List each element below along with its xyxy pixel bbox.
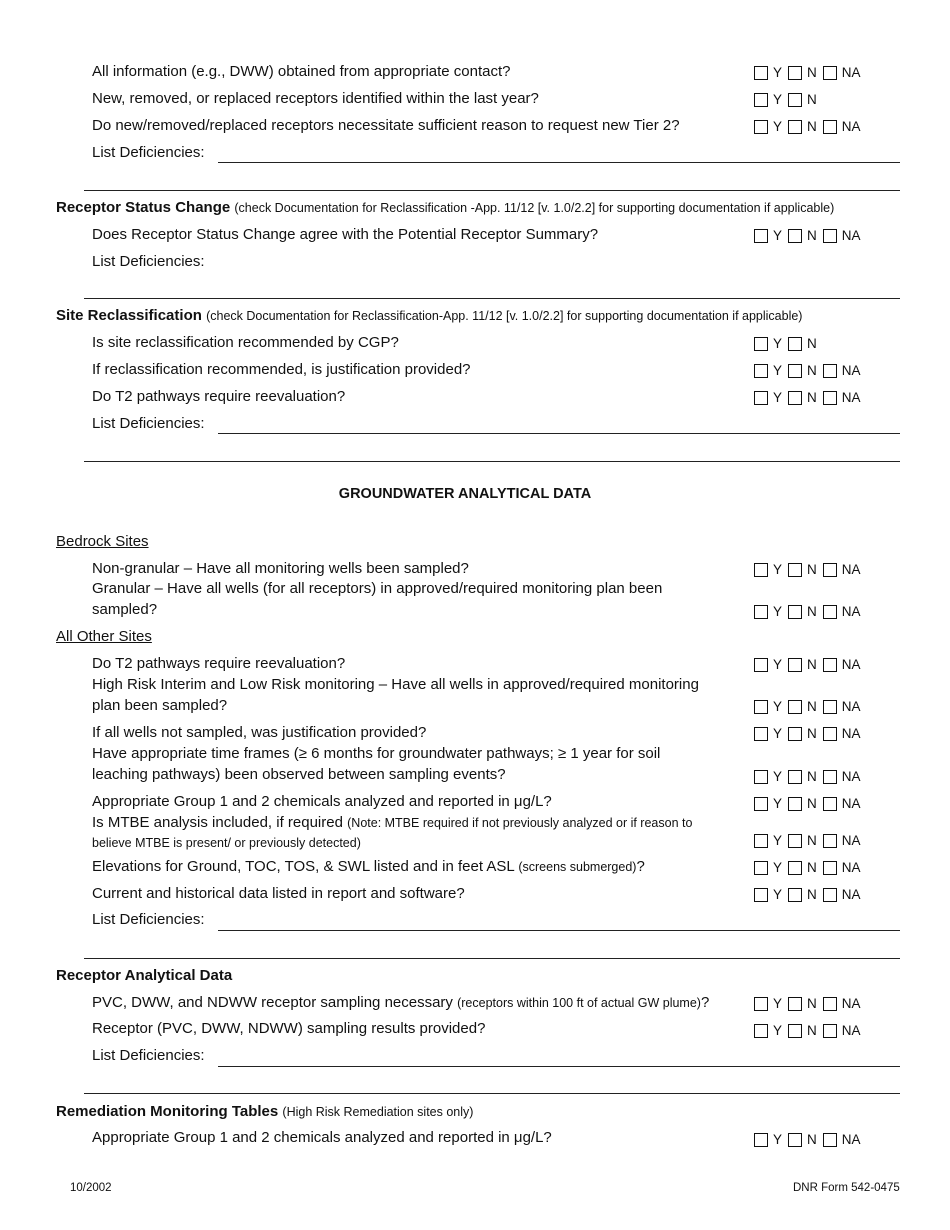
checkbox-group-reclass-recommended — [754, 336, 823, 352]
question-time-frames-line2: leaching pathways) been observed between sampling events? — [92, 766, 506, 783]
checkbox-y[interactable] — [754, 861, 768, 875]
checkbox-label: N — [807, 228, 817, 243]
question-granular-line1: Granular – Have all wells (for all receptors) in approved/required monitoring plan been — [92, 580, 663, 597]
checkbox-n[interactable] — [788, 997, 802, 1011]
question-mtbe-line1 — [92, 814, 692, 832]
section-divider — [84, 1093, 900, 1094]
question-historical-data: Current and historical data listed in report and software? — [92, 885, 465, 902]
checkbox-y[interactable] — [754, 997, 768, 1011]
checkbox-group-non-granular — [754, 562, 867, 578]
checkbox-na[interactable] — [823, 66, 837, 80]
checkbox-y[interactable] — [754, 797, 768, 811]
checkbox-label: Y — [773, 604, 783, 619]
section-divider — [84, 190, 900, 191]
checkbox-label: N — [807, 657, 817, 672]
list-deficiencies-label: List Deficiencies: — [92, 911, 205, 928]
question-receptor-sampling-text: PVC, DWW, and NDWW receptor sampling necessary — [92, 994, 453, 1011]
checkbox-na[interactable] — [823, 563, 837, 577]
checkbox-n[interactable] — [788, 337, 802, 351]
checkbox-label: N — [807, 1132, 817, 1147]
checkbox-label: NA — [841, 363, 861, 378]
checkbox-label: N — [807, 699, 817, 714]
checkbox-y[interactable] — [754, 888, 768, 902]
question-t2-reevaluation: Do T2 pathways require reevaluation? — [92, 388, 346, 405]
heading-groundwater: GROUNDWATER ANALYTICAL DATA — [338, 486, 592, 502]
subheading-bedrock: Bedrock Sites — [56, 533, 149, 550]
checkbox-n[interactable] — [788, 563, 802, 577]
question-receptor-sampling-note: (receptors within 100 ft of actual GW plume) — [457, 996, 701, 1010]
question-receptor-sampling — [92, 994, 709, 1012]
checkbox-n[interactable] — [788, 66, 802, 80]
checkbox-label: NA — [841, 699, 861, 714]
checkbox-label: NA — [841, 860, 861, 875]
checkbox-n[interactable] — [788, 229, 802, 243]
checkbox-n[interactable] — [788, 364, 802, 378]
checkbox-na[interactable] — [823, 861, 837, 875]
list-deficiencies-label: List Deficiencies: — [92, 415, 205, 432]
checkbox-n[interactable] — [788, 700, 802, 714]
section-divider — [84, 461, 900, 462]
checkbox-na[interactable] — [823, 770, 837, 784]
checkbox-n[interactable] — [788, 770, 802, 784]
checkbox-group-mtbe — [754, 833, 867, 849]
checkbox-label: N — [807, 363, 817, 378]
checkbox-y[interactable] — [754, 337, 768, 351]
checkbox-na[interactable] — [823, 391, 837, 405]
checkbox-label: N — [807, 726, 817, 741]
checkbox-y[interactable] — [754, 66, 768, 80]
checkbox-n[interactable] — [788, 658, 802, 672]
checkbox-n[interactable] — [788, 120, 802, 134]
checkbox-group-receptor-status — [754, 228, 867, 244]
question-granular-line2: sampled? — [92, 601, 158, 618]
question-reclass-justification: If reclassification recommended, is justification provided? — [92, 361, 471, 378]
checkbox-label: N — [807, 887, 817, 902]
section-title-text: Site Reclassification — [56, 307, 202, 324]
checkbox-label: Y — [773, 860, 783, 875]
checkbox-group-time-frames — [754, 769, 867, 785]
section-title-text: Receptor Status Change — [56, 199, 231, 216]
question-remediation-chemicals: Appropriate Group 1 and 2 chemicals analyzed and reported in μg/L? — [92, 1129, 552, 1146]
checkbox-n[interactable] — [788, 861, 802, 875]
checkbox-n[interactable] — [788, 391, 802, 405]
list-deficiencies-label: List Deficiencies: — [92, 1047, 205, 1064]
checkbox-label: NA — [841, 887, 861, 902]
checkbox-y[interactable] — [754, 834, 768, 848]
checkbox-n[interactable] — [788, 605, 802, 619]
checkbox-label: NA — [841, 796, 861, 811]
section-divider — [84, 298, 900, 299]
checkbox-label: NA — [841, 119, 861, 134]
question-high-risk-line1: High Risk Interim and Low Risk monitoring – Have all wells in approved/required monitoring — [92, 676, 699, 693]
checkbox-y[interactable] — [754, 391, 768, 405]
checkbox-group-elevations — [754, 860, 867, 876]
checkbox-label: N — [807, 996, 817, 1011]
checkbox-label: N — [807, 604, 817, 619]
checkbox-label: NA — [841, 833, 861, 848]
checkbox-group-new-tier2 — [754, 119, 867, 135]
question-receptor-status-agree: Does Receptor Status Change agree with the Potential Receptor Summary? — [92, 226, 599, 243]
checkbox-label: Y — [773, 65, 783, 80]
checkbox-label: Y — [773, 336, 783, 351]
section-note: (High Risk Remediation sites only) — [282, 1105, 474, 1119]
checkbox-na[interactable] — [823, 1133, 837, 1147]
checkbox-y[interactable] — [754, 1024, 768, 1038]
checkbox-group-group-chemicals — [754, 796, 867, 812]
checkbox-label: NA — [841, 1132, 861, 1147]
checkbox-n[interactable] — [788, 1024, 802, 1038]
checkbox-label: N — [807, 390, 817, 405]
checkbox-n[interactable] — [788, 834, 802, 848]
checkbox-y[interactable] — [754, 563, 768, 577]
checkbox-label: Y — [773, 1132, 783, 1147]
section-note: (check Documentation for Reclassification-App. 11/12 [v. 1.0/2.2] for supporting documentation if applicable) — [206, 309, 803, 323]
checkbox-y[interactable] — [754, 605, 768, 619]
checkbox-na[interactable] — [823, 229, 837, 243]
question-new-tier2: Do new/removed/replaced receptors necessitate sufficient reason to request new Tier 2? — [92, 117, 680, 134]
section-title-receptor-status — [56, 199, 834, 217]
checkbox-group-high-risk — [754, 699, 867, 715]
checkbox-label: NA — [841, 604, 861, 619]
checkbox-group-receptor-results — [754, 1023, 867, 1039]
checkbox-label: NA — [841, 1023, 861, 1038]
checkbox-label: Y — [773, 119, 783, 134]
question-elevations — [92, 858, 645, 876]
checkbox-n[interactable] — [788, 797, 802, 811]
checkbox-label: Y — [773, 92, 783, 107]
checkbox-label: N — [807, 336, 817, 351]
question-wells-justification: If all wells not sampled, was justification provided? — [92, 724, 427, 741]
checkbox-y[interactable] — [754, 364, 768, 378]
checkbox-label: Y — [773, 363, 783, 378]
checkbox-group-t2-reevaluation — [754, 390, 867, 406]
checkbox-na[interactable] — [823, 797, 837, 811]
checkbox-n[interactable] — [788, 727, 802, 741]
checkbox-label: N — [807, 833, 817, 848]
checkbox-label: Y — [773, 833, 783, 848]
checkbox-label: N — [807, 1023, 817, 1038]
question-elevations-end: ? — [636, 858, 645, 875]
section-title-text: Remediation Monitoring Tables — [56, 1103, 279, 1120]
checkbox-label: NA — [841, 228, 861, 243]
checkbox-label: Y — [773, 726, 783, 741]
checkbox-na[interactable] — [823, 700, 837, 714]
question-mtbe-text: Is MTBE analysis included, if required — [92, 814, 343, 831]
checkbox-group-granular — [754, 604, 867, 620]
question-mtbe-note: (Note: MTBE required if not previously analyzed or if reason to — [347, 816, 693, 830]
question-reclass-recommended: Is site reclassification recommended by CGP? — [92, 334, 399, 351]
question-mtbe-line2: believe MTBE is present/ or previously detected) — [92, 836, 361, 850]
checkbox-y[interactable] — [754, 93, 768, 107]
checkbox-group-t2-pathways — [754, 657, 867, 673]
checkbox-na[interactable] — [823, 120, 837, 134]
question-group-chemicals: Appropriate Group 1 and 2 chemicals analyzed and reported in μg/L? — [92, 793, 552, 810]
checkbox-na[interactable] — [823, 727, 837, 741]
checkbox-label: Y — [773, 657, 783, 672]
footer-date: 10/2002 — [70, 1182, 112, 1194]
checkbox-y[interactable] — [754, 120, 768, 134]
checkbox-na[interactable] — [823, 364, 837, 378]
checkbox-label: Y — [773, 699, 783, 714]
checkbox-group-info-obtained — [754, 65, 867, 81]
checkbox-y[interactable] — [754, 770, 768, 784]
checkbox-group-remediation-chemicals — [754, 1132, 867, 1148]
checkbox-na[interactable] — [823, 888, 837, 902]
checkbox-y[interactable] — [754, 658, 768, 672]
checkbox-label: NA — [841, 657, 861, 672]
checkbox-n[interactable] — [788, 1133, 802, 1147]
list-deficiencies-label: List Deficiencies: — [92, 144, 205, 161]
section-title-receptor-analytical: Receptor Analytical Data — [56, 967, 233, 984]
checkbox-label: N — [807, 860, 817, 875]
checkbox-label: NA — [841, 65, 861, 80]
checkbox-label: NA — [841, 996, 861, 1011]
checkbox-label: NA — [841, 726, 861, 741]
checkbox-y[interactable] — [754, 700, 768, 714]
checkbox-n[interactable] — [788, 93, 802, 107]
checkbox-label: Y — [773, 228, 783, 243]
subheading-all-other-sites: All Other Sites — [56, 628, 152, 645]
checkbox-label: Y — [773, 562, 783, 577]
checkbox-label: NA — [841, 769, 861, 784]
question-non-granular: Non-granular – Have all monitoring wells been sampled? — [92, 560, 469, 577]
checkbox-label: Y — [773, 996, 783, 1011]
question-time-frames-line1: Have appropriate time frames (≥ 6 months for groundwater pathways; ≥ 1 year for soil — [92, 745, 661, 762]
deficiencies-line[interactable] — [218, 162, 900, 163]
checkbox-label: N — [807, 92, 817, 107]
checkbox-na[interactable] — [823, 658, 837, 672]
section-title-remediation — [56, 1103, 473, 1121]
checkbox-n[interactable] — [788, 888, 802, 902]
checkbox-label: Y — [773, 390, 783, 405]
checkbox-label: N — [807, 562, 817, 577]
question-receptor-results: Receptor (PVC, DWW, NDWW) sampling results provided? — [92, 1020, 486, 1037]
section-title-site-reclass — [56, 307, 802, 325]
list-deficiencies-label: List Deficiencies: — [92, 253, 205, 270]
question-info-obtained: All information (e.g., DWW) obtained from appropriate contact? — [92, 63, 511, 80]
checkbox-na[interactable] — [823, 605, 837, 619]
checkbox-y[interactable] — [754, 1133, 768, 1147]
checkbox-y[interactable] — [754, 229, 768, 243]
checkbox-label: NA — [841, 562, 861, 577]
checkbox-label: Y — [773, 769, 783, 784]
question-receptor-sampling-end: ? — [700, 994, 710, 1011]
question-new-receptors: New, removed, or replaced receptors identified within the last year? — [92, 90, 539, 107]
checkbox-label: N — [807, 119, 817, 134]
checkbox-group-historical-data — [754, 887, 867, 903]
deficiencies-line[interactable] — [218, 1066, 900, 1067]
checkbox-group-wells-justification — [754, 726, 867, 742]
question-high-risk-line2: plan been sampled? — [92, 697, 228, 714]
checkbox-group-new-receptors — [754, 92, 823, 108]
deficiencies-line[interactable] — [218, 433, 900, 434]
deficiencies-line[interactable] — [218, 930, 900, 931]
question-elevations-text: Elevations for Ground, TOC, TOS, & SWL listed and in feet ASL — [92, 858, 515, 875]
checkbox-na[interactable] — [823, 834, 837, 848]
footer-form-number: DNR Form 542-0475 — [793, 1182, 900, 1194]
checkbox-na[interactable] — [823, 1024, 837, 1038]
question-elevations-note: (screens submerged) — [518, 860, 637, 874]
checkbox-label: Y — [773, 1023, 783, 1038]
checkbox-group-reclass-justification — [754, 363, 867, 379]
checkbox-label: Y — [773, 796, 783, 811]
checkbox-label: NA — [841, 390, 861, 405]
checkbox-label: N — [807, 769, 817, 784]
section-note: (check Documentation for Reclassification -App. 11/12 [v. 1.0/2.2] for supporting documentation if applicable) — [234, 201, 835, 215]
checkbox-y[interactable] — [754, 727, 768, 741]
checkbox-label: N — [807, 796, 817, 811]
question-t2-pathways: Do T2 pathways require reevaluation? — [92, 655, 346, 672]
checkbox-na[interactable] — [823, 997, 837, 1011]
checkbox-label: N — [807, 65, 817, 80]
section-divider — [84, 958, 900, 959]
checkbox-label: Y — [773, 887, 783, 902]
checkbox-group-receptor-sampling — [754, 996, 867, 1012]
